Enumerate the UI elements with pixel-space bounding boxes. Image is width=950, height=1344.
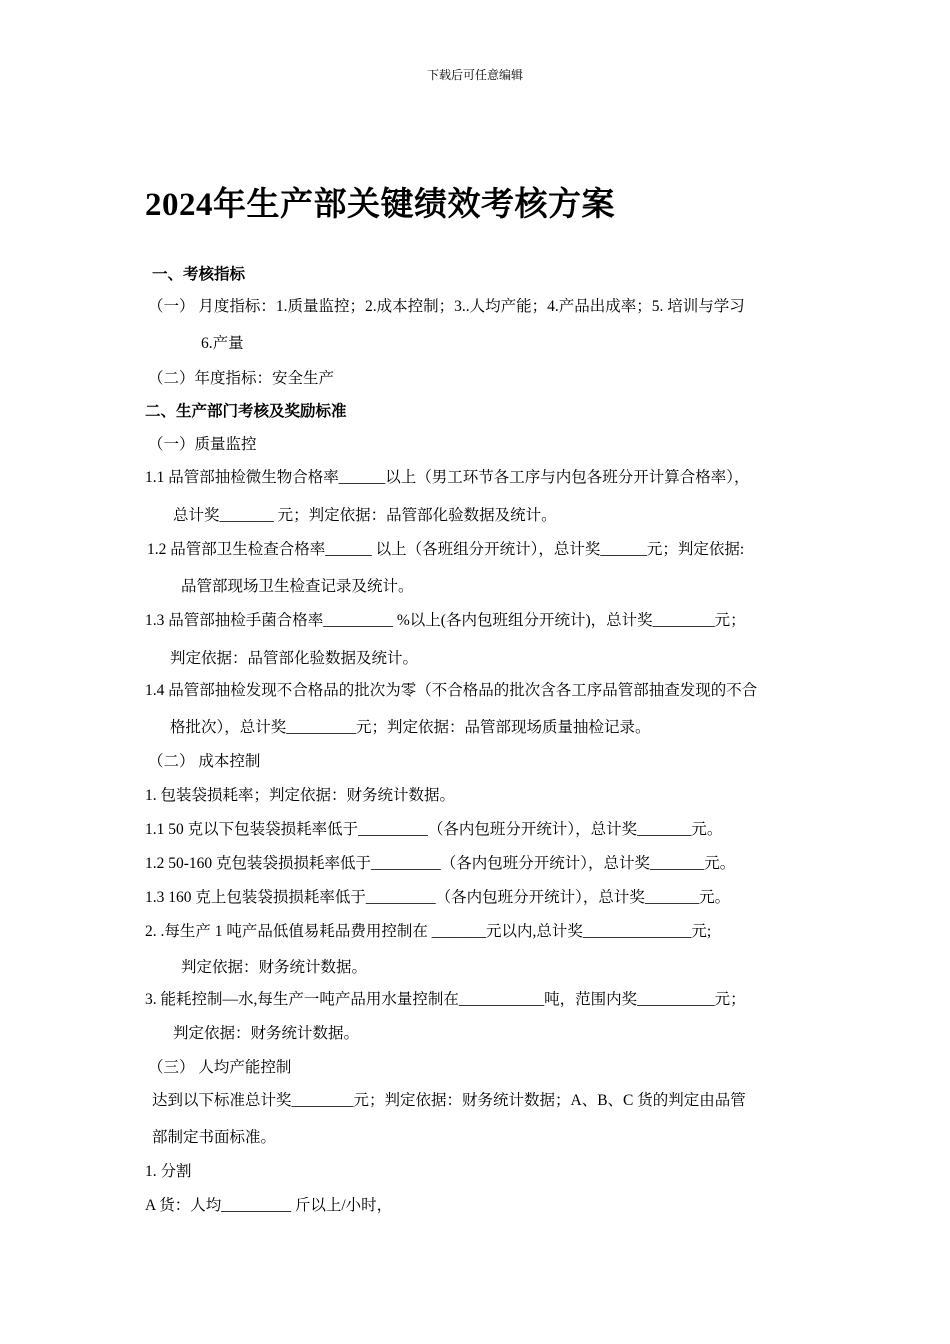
subsection-heading: （一）质量监控: [148, 436, 257, 453]
paragraph-line: 1. 包装袋损耗率；判定依据：财务统计数据。: [145, 787, 456, 804]
paragraph-line: 格批次），总计奖_________元；判定依据：品管部现场质量抽检记录。: [170, 719, 651, 736]
document-title: 2024年生产部关键绩效考核方案: [145, 187, 615, 223]
paragraph-line: 1.2 50-160 克包装袋损损耗率低于_________（各内包班分开统计），总计奖_______元。: [145, 855, 736, 872]
paragraph-line: 总计奖_______ 元；判定依据：品管部化验数据及统计。: [173, 507, 557, 524]
paragraph-line: A 货：人均_________ 斤以上/小时，: [145, 1197, 393, 1214]
paragraph-line: （一） 月度指标：1.质量监控；2.成本控制；3..人均产能；4.产品出成率；5. 培训与学习: [148, 298, 745, 315]
paragraph-line: 1.3 品管部抽检手菌合格率_________ %以上(各内包班组分开统计)，总计奖________元；: [145, 612, 746, 629]
section-heading-1: 一、考核指标: [152, 266, 246, 283]
paragraph-line: 判定依据：财务统计数据。: [181, 959, 368, 976]
paragraph-line: 1.4 品管部抽检发现不合格品的批次为零（不合格品的批次含各工序品管部抽查发现的不合: [145, 682, 758, 699]
paragraph-line: 1.1 品管部抽检微生物合格率______以上（男工环节各工序与内包各班分开计算合格率），: [145, 469, 750, 486]
paragraph-line: 达到以下标准总计奖________元；判定依据：财务统计数据；A、B、C 货的判定由品管: [152, 1092, 746, 1109]
paragraph-line: 1. 分割: [145, 1163, 192, 1180]
paragraph-line: 部制定书面标准。: [152, 1129, 277, 1146]
subsection-heading: （三） 人均产能控制: [148, 1059, 292, 1076]
section-heading-2: 二、生产部门考核及奖励标准: [145, 403, 347, 420]
paragraph-line: 2. .每生产 1 吨产品低值易耗品费用控制在 _______元以内,总计奖______________元;: [145, 923, 712, 940]
paragraph-line: 判定依据：财务统计数据。: [173, 1025, 360, 1042]
paragraph-line: 1.3 160 克上包装袋损损耗率低于_________（各内包班分开统计），总计奖_______元。: [145, 889, 731, 906]
paragraph-line: 3. 能耗控制—水,每生产一吨产品用水量控制在___________吨，范围内奖__________元；: [145, 991, 746, 1008]
paragraph-line: 6.产量: [201, 335, 244, 352]
page-header: 下载后可任意编辑: [426, 68, 523, 82]
paragraph-line: 1.1 50 克以下包装袋损耗率低于_________（各内包班分开统计），总计奖_______元。: [145, 821, 723, 838]
subsection-heading: （二） 成本控制: [148, 753, 261, 770]
paragraph-line: 判定依据：品管部化验数据及统计。: [170, 650, 419, 667]
paragraph-line: 品管部现场卫生检查记录及统计。: [181, 578, 414, 595]
paragraph-line: （二）年度指标：安全生产: [148, 370, 335, 387]
paragraph-line: 1.2 品管部卫生检查合格率______ 以上（各班组分开统计），总计奖______元；判定依据:: [147, 541, 745, 558]
